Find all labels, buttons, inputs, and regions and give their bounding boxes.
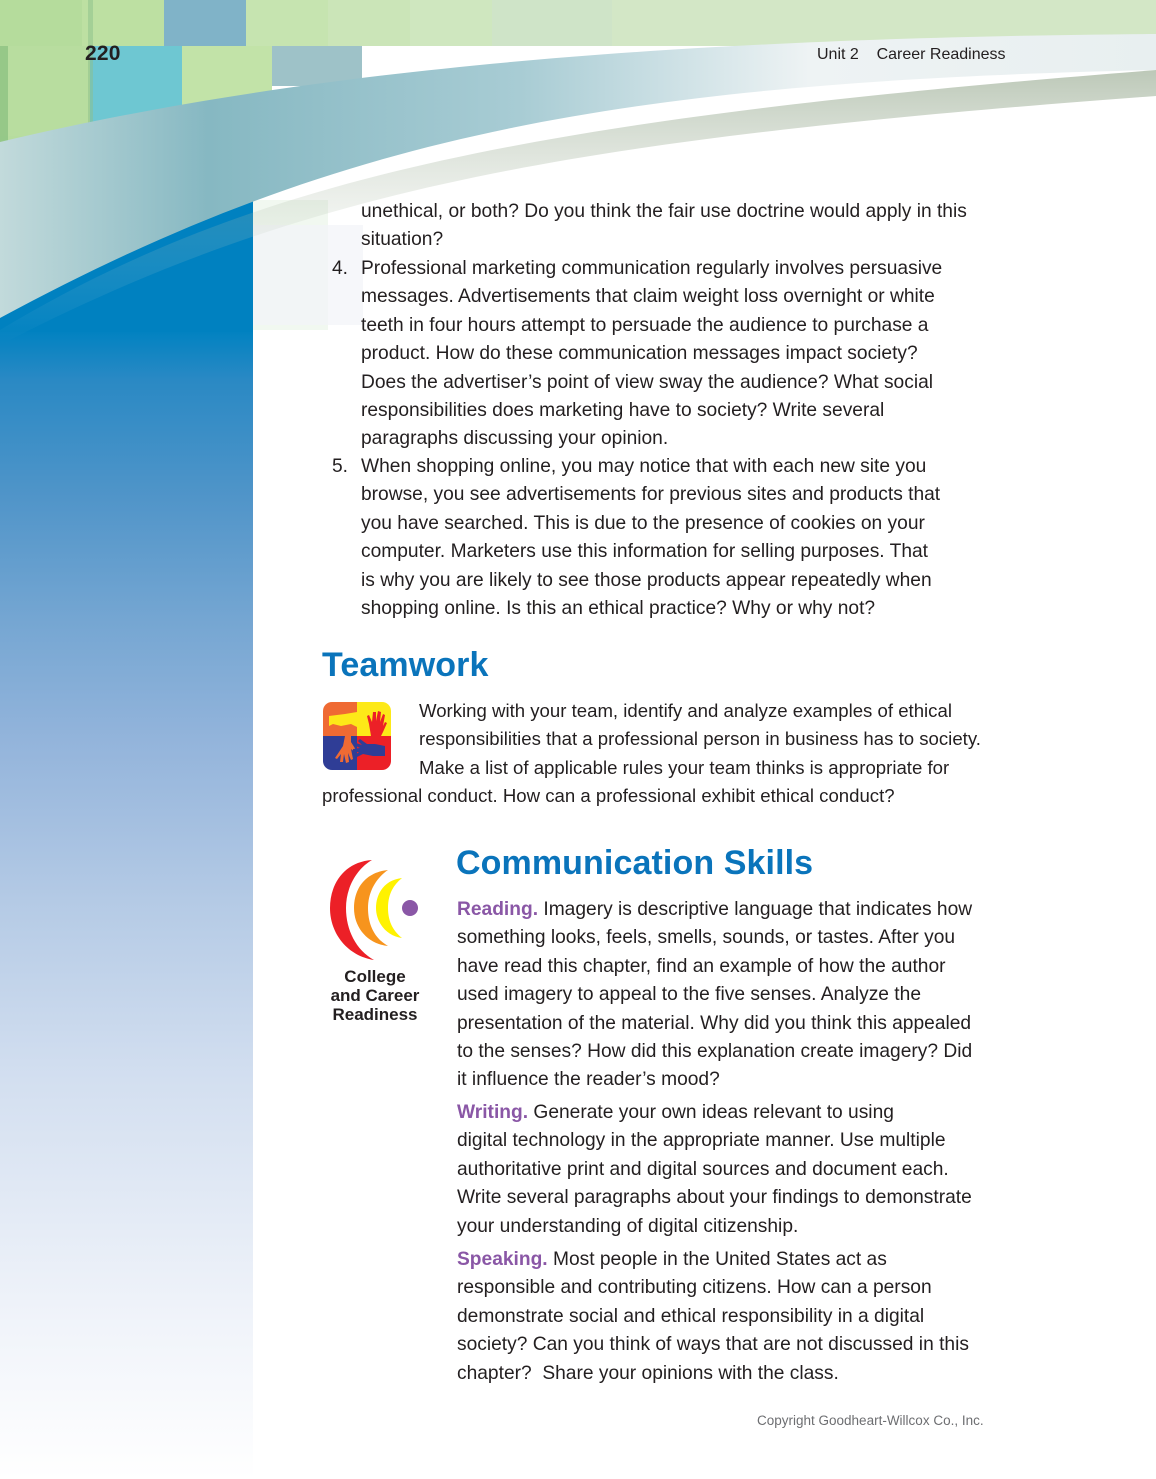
caption-line: Readiness <box>332 1005 418 1024</box>
question-text <box>361 453 1022 623</box>
text-line: is why you are likely to see those products appear repeatedly when <box>361 569 932 591</box>
text-line: society? Can you think of ways that are not discussed in this <box>457 1334 969 1356</box>
running-head: Unit 2 Career Readiness <box>817 46 1006 63</box>
communication-skills-heading: Communication Skills <box>456 844 814 882</box>
text-line: your understanding of digital citizenship. <box>457 1215 799 1237</box>
text-line: it influence the reader’s mood? <box>457 1069 720 1091</box>
caption-line: College <box>344 967 406 986</box>
text-line: authoritative print and digital sources and document each. <box>457 1158 949 1180</box>
text-line: demonstrate social and ethical responsibility in a digital <box>457 1305 925 1327</box>
text-line: paragraphs discussing your opinion. <box>361 428 669 450</box>
text-line: Generate your own ideas relevant to using <box>528 1102 894 1123</box>
skill-label: Writing. <box>457 1102 529 1123</box>
text-line: professional conduct. How can a professional exhibit ethical conduct? <box>322 784 895 806</box>
text-line: Make a list of applicable rules your team thinks is appropriate for <box>419 756 950 778</box>
teamwork-paragraph <box>322 697 1022 810</box>
text-line: messages. Advertisements that claim weight loss overnight or white <box>361 286 935 308</box>
text-line: you have searched. This is due to the presence of cookies on your <box>361 512 925 534</box>
question-continuation <box>361 198 1021 255</box>
text-line: something looks, feels, smells, sounds, or tastes. After you <box>457 927 956 949</box>
text-line: Does the advertiser’s point of view sway the audience? What social <box>361 371 934 393</box>
skill-reading <box>457 896 1022 1095</box>
ccr-logo-caption <box>318 967 432 1024</box>
text-line: to the senses? How did this explanation create imagery? Did <box>457 1041 973 1063</box>
page-number: 220 <box>85 42 121 65</box>
question-number: 4. <box>332 258 349 279</box>
skill-speaking <box>457 1246 1022 1388</box>
caption-line: and Career <box>330 986 420 1005</box>
skill-writing <box>457 1099 1022 1241</box>
text-line: product. How do these communication messages impact society? <box>361 343 918 365</box>
skill-label: Speaking. <box>457 1249 548 1270</box>
text-line: When shopping online, you may notice that with each new site you <box>361 456 927 477</box>
text-line: computer. Marketers use this information for selling purposes. That <box>361 541 929 563</box>
text-line: have read this chapter, find an example of how the author <box>457 955 946 977</box>
text-line: browse, you see advertisements for previous sites and products that <box>361 484 941 506</box>
text-line: teeth in four hours attempt to persuade the audience to purchase a <box>361 314 929 336</box>
text-line: responsible and contributing citizens. How can a person <box>457 1277 932 1299</box>
text-line: presentation of the material. Why did you think this appealed <box>457 1012 972 1034</box>
text-line: chapter? Share your opinions with the class. <box>457 1362 839 1384</box>
teamwork-heading: Teamwork <box>322 646 489 684</box>
text-line: Imagery is descriptive language that indicates how <box>538 899 973 920</box>
text-line: Working with your team, identify and analyze examples of ethical <box>419 700 952 721</box>
question-item-5 <box>332 453 1022 623</box>
text-line: Professional marketing communication regularly involves persuasive <box>361 258 943 279</box>
text-line: situation? <box>361 229 444 251</box>
text-line: Most people in the United States act as <box>547 1249 887 1270</box>
skill-label: Reading. <box>457 899 539 920</box>
text-line: responsibilities does marketing have to society? Write several <box>361 400 885 422</box>
college-career-readiness-icon <box>328 856 424 962</box>
text-line: responsibilities that a professional person in business has to society. <box>419 728 981 750</box>
question-item-4 <box>332 255 1022 454</box>
text-line: digital technology in the appropriate manner. Use multiple <box>457 1130 946 1152</box>
question-number: 5. <box>332 456 349 477</box>
text-line: Write several paragraphs about your findings to demonstrate <box>457 1187 972 1209</box>
copyright-notice: Copyright Goodheart-Willcox Co., Inc. <box>757 1413 984 1428</box>
text-line: unethical, or both? Do you think the fair use doctrine would apply in this <box>361 201 967 222</box>
text-line: shopping online. Is this an ethical practice? Why or why not? <box>361 598 876 620</box>
text-line: used imagery to appeal to the five senses. Analyze the <box>457 984 921 1006</box>
question-text <box>361 255 1022 454</box>
